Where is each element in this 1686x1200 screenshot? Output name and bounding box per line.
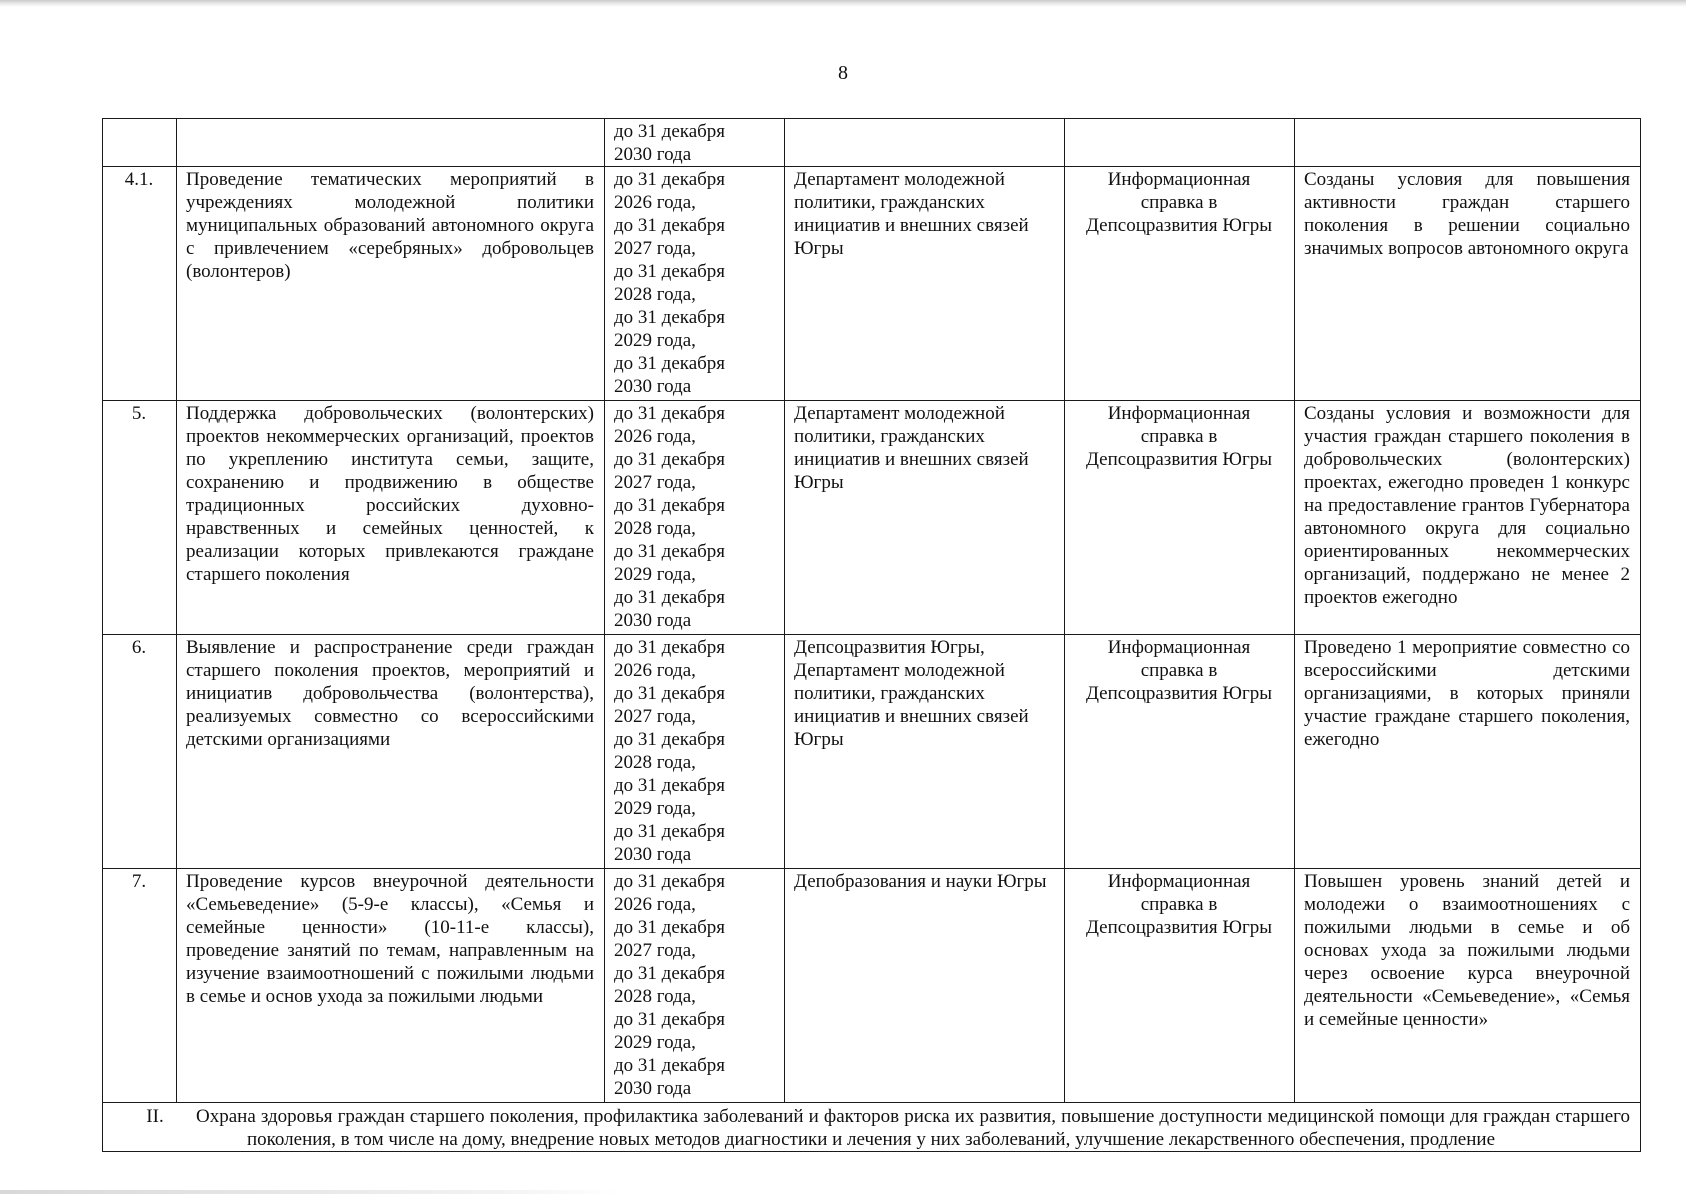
- deadline-line: 2029 года,: [614, 1032, 696, 1053]
- responsible-executor: Департамент молодежной политики, гражданских инициатив и внешних связей Югры: [785, 401, 1065, 635]
- deadline-cell: [605, 869, 785, 1103]
- deadline-line: до 31 декабря: [614, 121, 726, 142]
- scan-bottom-edge: [0, 1190, 620, 1194]
- row-number: [103, 119, 177, 167]
- deadline-line: 2030 года: [614, 376, 692, 397]
- table-row: [103, 869, 1641, 1103]
- row-number: 6.: [103, 635, 177, 869]
- deadline-line: 2030 года: [614, 1078, 692, 1099]
- expected-result: [1295, 119, 1641, 167]
- section-number: II.: [146, 1106, 164, 1127]
- row-number: 5.: [103, 401, 177, 635]
- deadline-line: до 31 декабря: [614, 449, 726, 470]
- deadline-line: 2029 года,: [614, 798, 696, 819]
- section-header-cell: [103, 1103, 1641, 1152]
- report-form: Информационная справка в Депсоцразвития Югры: [1065, 167, 1295, 401]
- deadline-line: до 31 декабря: [614, 871, 726, 892]
- deadline-line: 2030 года: [614, 844, 692, 865]
- deadline-line: 2026 года,: [614, 660, 696, 681]
- deadline-cell: [605, 401, 785, 635]
- measure-name: Проведение курсов внеурочной деятельности «Семьеведение» (5-9-е классы), «Семья и семейные ценности» (10-11-е классы), проведение занятий по темам, направленным на изучение взаимоотношений с пожилыми людьми в семье и основ ухода за пожилыми людьми: [177, 869, 605, 1103]
- section-title: Охрана здоровья граждан старшего поколения, профилактика заболеваний и факторов риска их развития, повышение доступности медицинской помощи для граждан старшего поколения, в том числе на дому, внедрение новых методов диагностики и лечения у них заболеваний, улучшение лекарственного обеспечения, продление: [196, 1106, 1630, 1150]
- responsible-executor: [785, 119, 1065, 167]
- table-row: [103, 401, 1641, 635]
- deadline-line: до 31 декабря: [614, 353, 726, 374]
- deadline-line: до 31 декабря: [614, 683, 726, 704]
- report-form: Информационная справка в Депсоцразвития Югры: [1065, 635, 1295, 869]
- report-form: Информационная справка в Депсоцразвития Югры: [1065, 401, 1295, 635]
- deadline-line: до 31 декабря: [614, 775, 726, 796]
- deadline-line: 2027 года,: [614, 706, 696, 727]
- deadline-line: 2028 года,: [614, 518, 696, 539]
- deadline-cell: [605, 119, 785, 167]
- deadline-line: до 31 декабря: [614, 963, 726, 984]
- expected-result: Повышен уровень знаний детей и молодежи о взаимоотношениях с пожилыми людьми в семье и об основах ухода за пожилыми людьми через освоение курса внеурочной деятельности «Семьеведение», «Семья и семейные ценности»: [1295, 869, 1641, 1103]
- deadline-line: 2026 года,: [614, 192, 696, 213]
- deadline-line: 2028 года,: [614, 284, 696, 305]
- deadline-line: 2030 года: [614, 610, 692, 631]
- deadline-line: до 31 декабря: [614, 1009, 726, 1030]
- row-number: 4.1.: [103, 167, 177, 401]
- expected-result: Проведено 1 мероприятие совместно со всероссийскими детскими организациями, в которых приняли участие граждане старшего поколения, ежегодно: [1295, 635, 1641, 869]
- deadline-line: 2028 года,: [614, 986, 696, 1007]
- deadline-line: до 31 декабря: [614, 403, 726, 424]
- deadline-cell: [605, 635, 785, 869]
- deadline-line: 2026 года,: [614, 894, 696, 915]
- page-number: 8: [838, 62, 848, 84]
- row-number: 7.: [103, 869, 177, 1103]
- deadline-line: до 31 декабря: [614, 1055, 726, 1076]
- measure-name: Проведение тематических мероприятий в учреждениях молодежной политики муниципальных образований автономного округа с привлечением «серебряных» добровольцев (волонтеров): [177, 167, 605, 401]
- table-row: [103, 167, 1641, 401]
- deadline-line: 2026 года,: [614, 426, 696, 447]
- deadline-line: до 31 декабря: [614, 215, 726, 236]
- deadline-line: 2027 года,: [614, 940, 696, 961]
- deadline-line: до 31 декабря: [614, 587, 726, 608]
- deadline-line: 2028 года,: [614, 752, 696, 773]
- deadline-line: 2029 года,: [614, 330, 696, 351]
- deadline-line: до 31 декабря: [614, 495, 726, 516]
- action-plan-table: [102, 118, 1641, 1152]
- deadline-line: до 31 декабря: [614, 541, 726, 562]
- deadline-cell: [605, 167, 785, 401]
- deadline-line: 2029 года,: [614, 564, 696, 585]
- measure-name: [177, 119, 605, 167]
- section-header-row: [103, 1103, 1641, 1152]
- report-form: Информационная справка в Депсоцразвития Югры: [1065, 869, 1295, 1103]
- responsible-executor: Депобразования и науки Югры: [785, 869, 1065, 1103]
- deadline-line: до 31 декабря: [614, 637, 726, 658]
- deadline-line: до 31 декабря: [614, 169, 726, 190]
- deadline-line: до 31 декабря: [614, 307, 726, 328]
- responsible-executor: Депсоцразвития Югры, Департамент молодежной политики, гражданских инициатив и внешних связей Югры: [785, 635, 1065, 869]
- deadline-line: до 31 декабря: [614, 917, 726, 938]
- section-header: [112, 1105, 1630, 1151]
- responsible-executor: Департамент молодежной политики, гражданских инициатив и внешних связей Югры: [785, 167, 1065, 401]
- expected-result: Созданы условия и возможности для участия граждан старшего поколения в добровольческих (волонтерских) проектах, ежегодно проведен 1 конкурс на предоставление грантов Губернатора автономного округа для социально ориентированных некоммерческих организаций, поддержано не менее 2 проектов ежегодно: [1295, 401, 1641, 635]
- report-form: [1065, 119, 1295, 167]
- deadline-line: до 31 декабря: [614, 821, 726, 842]
- table-row: [103, 635, 1641, 869]
- deadline-line: до 31 декабря: [614, 261, 726, 282]
- scan-top-edge: [0, 0, 1686, 7]
- measure-name: Поддержка добровольческих (волонтерских) проектов некоммерческих организаций, проектов по укреплению института семьи, защите, сохранению и продвижению в обществе традиционных российских духовно-нравственных и семейных ценностей, к реализации которых привлекаются граждане старшего поколения: [177, 401, 605, 635]
- measure-name: Выявление и распространение среди граждан старшего поколения проектов, мероприятий и инициатив добровольчества (волонтерства), реализуемых совместно со всероссийскими детскими организациями: [177, 635, 605, 869]
- table-row: [103, 119, 1641, 167]
- deadline-line: 2027 года,: [614, 238, 696, 259]
- expected-result: Созданы условия для повышения активности граждан старшего поколения в решении социально значимых вопросов автономного округа: [1295, 167, 1641, 401]
- deadline-line: до 31 декабря: [614, 729, 726, 750]
- deadline-line: 2030 года: [614, 144, 692, 165]
- deadline-line: 2027 года,: [614, 472, 696, 493]
